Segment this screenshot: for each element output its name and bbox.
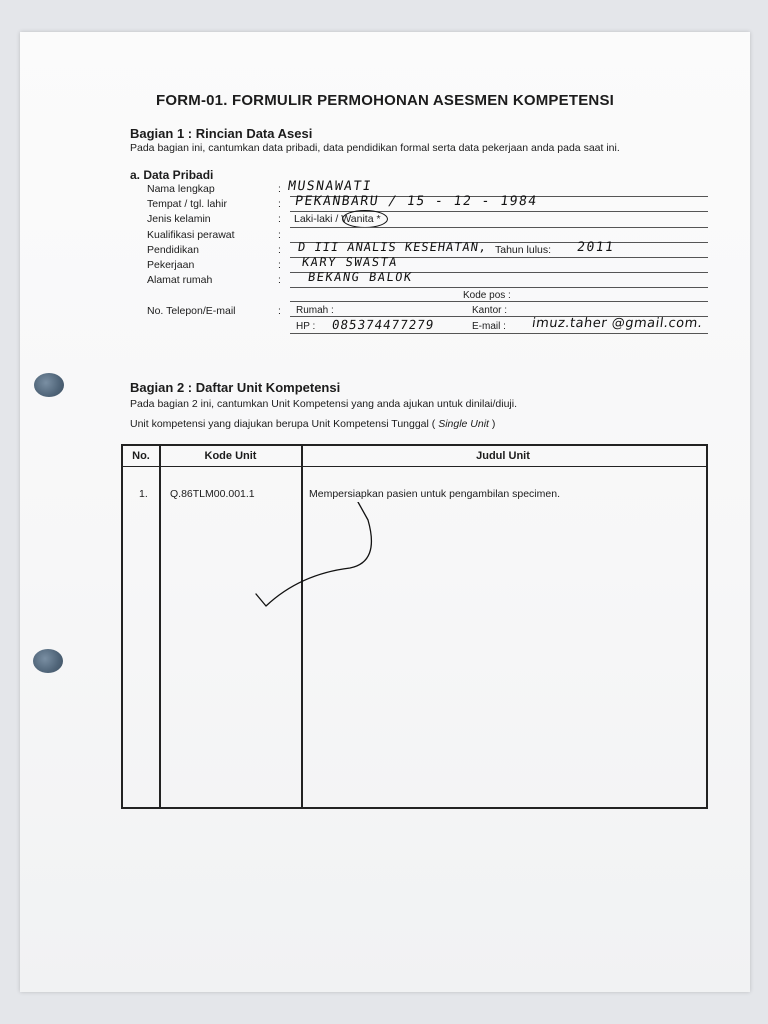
alamat-colon: :	[278, 274, 281, 286]
section2-note-prefix: Unit kompetensi yang diajukan berupa Unit Kompetensi Tunggal (	[130, 418, 436, 430]
rumah-label: Rumah :	[296, 305, 334, 316]
checkmark-icon	[240, 502, 390, 612]
pendidikan-label: Pendidikan	[147, 244, 199, 256]
section1-heading-title: Rincian Data Asesi	[195, 126, 313, 141]
unit-table	[121, 444, 708, 809]
form-content	[20, 32, 750, 992]
hp-value[interactable]: 085374477279	[330, 317, 436, 332]
section2-note-suffix: )	[491, 418, 496, 430]
section1-description: Pada bagian ini, cantumkan data pribadi, data pendidikan formal serta data pekerjaan anda pada saat ini.	[130, 142, 620, 154]
data-pribadi-heading: a. Data Pribadi	[130, 168, 214, 182]
email-value[interactable]: imuz.taher @gmail.com.	[530, 316, 704, 331]
section2-note	[130, 418, 495, 430]
kode-pos-underline[interactable]	[290, 301, 708, 302]
pendidikan-colon: :	[278, 244, 281, 256]
section2-heading-title: Daftar Unit Kompetensi	[195, 380, 341, 395]
kualifikasi-label: Kualifikasi perawat	[147, 229, 235, 241]
nama-label: Nama lengkap	[147, 183, 215, 195]
alamat-value[interactable]: BEKANG BALOK	[307, 270, 414, 284]
section2-heading-prefix: Bagian 2 :	[130, 380, 193, 395]
row1-no: 1.	[139, 488, 148, 500]
hp-underline	[290, 333, 708, 334]
table-divider-2	[301, 446, 303, 807]
header-judul-unit: Judul Unit	[476, 450, 530, 462]
tahun-lulus-value[interactable]: 2011	[575, 240, 616, 255]
jenis-underline	[290, 227, 708, 228]
form-title: FORM-01. FORMULIR PERMOHONAN ASESMEN KOMPETENSI	[155, 92, 615, 109]
jenis-colon: :	[278, 213, 281, 225]
section2-note-italic: Single Unit	[438, 418, 489, 430]
section1-heading	[130, 126, 312, 141]
row1-kode-unit: Q.86TLM00.001.1	[170, 488, 255, 500]
tempat-value[interactable]: PEKANBARU / 15 - 12 - 1984	[293, 194, 539, 209]
nama-value[interactable]: MUSNAWATI	[286, 179, 374, 194]
header-kode-unit: Kode Unit	[204, 450, 257, 462]
tahun-lulus-label: Tahun lulus:	[495, 244, 552, 256]
section1-heading-prefix: Bagian 1 :	[130, 126, 193, 141]
header-no: No.	[132, 450, 150, 462]
jenis-options[interactable]: Laki-laki / Wanita *	[294, 213, 381, 225]
section2-description: Pada bagian 2 ini, cantumkan Unit Kompetensi yang anda ajukan untuk dinilai/diuji.	[130, 398, 518, 410]
telepon-colon: :	[278, 305, 281, 317]
telepon-label: No. Telepon/E-mail	[147, 305, 236, 317]
alamat-underline	[290, 287, 708, 288]
row1-judul-unit: Mempersiapkan pasien untuk pengambilan specimen.	[309, 488, 560, 500]
table-divider-1	[159, 446, 161, 807]
jenis-label: Jenis kelamin	[147, 213, 211, 225]
pendidikan-value[interactable]: D III ANALIS KESEHATAN,	[297, 240, 489, 254]
section2-heading	[130, 380, 340, 395]
kualifikasi-colon: :	[278, 229, 281, 241]
kantor-label: Kantor :	[472, 305, 508, 316]
tempat-label: Tempat / tgl. lahir	[147, 198, 227, 210]
tempat-colon: :	[278, 198, 281, 210]
pekerjaan-value[interactable]: KARY SWASTA	[301, 255, 399, 269]
pekerjaan-label: Pekerjaan	[147, 259, 195, 271]
alamat-label: Alamat rumah	[147, 274, 213, 286]
pekerjaan-colon: :	[278, 259, 281, 271]
hp-label: HP :	[296, 321, 316, 332]
nama-colon: :	[278, 183, 281, 195]
jenis-selected-circle	[342, 210, 388, 228]
kode-pos-label: Kode pos :	[463, 290, 511, 301]
email-label: E-mail :	[472, 321, 506, 332]
